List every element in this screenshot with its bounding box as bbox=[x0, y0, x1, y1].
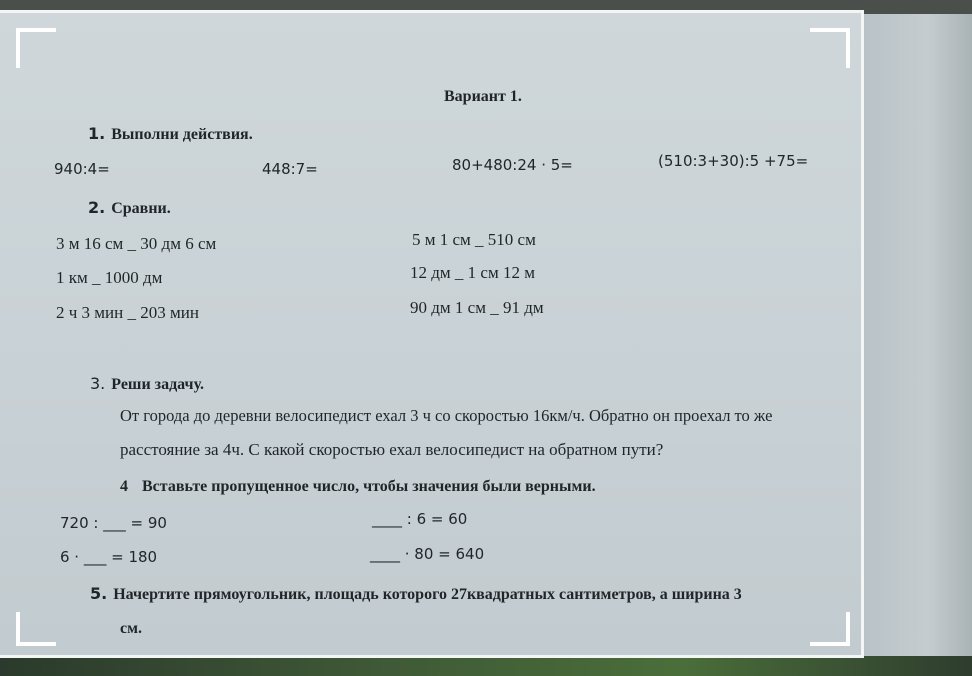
task3-text-line2: расстояние за 4ч. С какой скоростью ехал велосипедист на обратном пути? bbox=[120, 440, 664, 459]
crop-corner-bottom-left[interactable] bbox=[16, 612, 56, 646]
task2-title: Сравни. bbox=[111, 200, 171, 217]
task2-heading bbox=[88, 198, 171, 218]
task1-number: 1. bbox=[88, 124, 106, 143]
crop-corner-bottom-right[interactable] bbox=[810, 612, 850, 646]
task5-heading bbox=[90, 584, 742, 604]
task4-item: 720 : ___ = 90 bbox=[60, 514, 167, 532]
background-right bbox=[862, 14, 972, 676]
task2-number: 2. bbox=[88, 198, 106, 217]
task1-heading bbox=[88, 124, 253, 144]
compare-item-left: 3 м 16 см _ 30 дм 6 см bbox=[56, 234, 217, 253]
task4-title: Вставьте пропущенное число, чтобы значения были верными. bbox=[142, 478, 596, 495]
task1-item: 448:7= bbox=[262, 160, 318, 178]
compare-item-left: 2 ч 3 мин _ 203 мин bbox=[56, 303, 199, 322]
crop-corner-top-right[interactable] bbox=[810, 28, 850, 68]
compare-item-left: 1 км _ 1000 дм bbox=[56, 268, 163, 287]
task1-item: (510:3+30):5 +75= bbox=[658, 152, 809, 170]
task4-item: ____ · 80 = 640 bbox=[370, 545, 485, 563]
crop-corner-top-left[interactable] bbox=[16, 28, 56, 68]
task3-number: 3. bbox=[90, 374, 106, 393]
variant-title: Вариант 1. bbox=[444, 88, 522, 105]
task1-item: 80+480:24 · 5= bbox=[452, 156, 573, 174]
task1-title: Выполни действия. bbox=[111, 126, 253, 143]
task4-number: 4 bbox=[120, 478, 128, 495]
compare-item-right: 5 м 1 см _ 510 см bbox=[412, 230, 536, 249]
background-bottom bbox=[0, 656, 972, 676]
task5-title-line1: Начертите прямоугольник, площадь которого 27квадратных сантиметров, а ширина 3 bbox=[113, 586, 742, 603]
task3-heading bbox=[90, 374, 204, 394]
task3-title: Реши задачу. bbox=[111, 376, 204, 393]
task4-heading bbox=[120, 478, 596, 496]
task1-item: 940:4= bbox=[54, 160, 110, 178]
task3-text-line1: От города до деревни велосипедист ехал 3 ч со скоростью 16км/ч. Обратно он проехал то же bbox=[120, 406, 773, 425]
compare-item-right: 90 дм 1 см _ 91 дм bbox=[410, 298, 544, 317]
task4-item: 6 · ___ = 180 bbox=[60, 548, 158, 566]
compare-item-right: 12 дм _ 1 см 12 м bbox=[410, 263, 535, 282]
task5-title-line2: см. bbox=[120, 620, 142, 637]
task5-number: 5. bbox=[90, 584, 108, 603]
task4-item: ____ : 6 = 60 bbox=[372, 510, 468, 528]
